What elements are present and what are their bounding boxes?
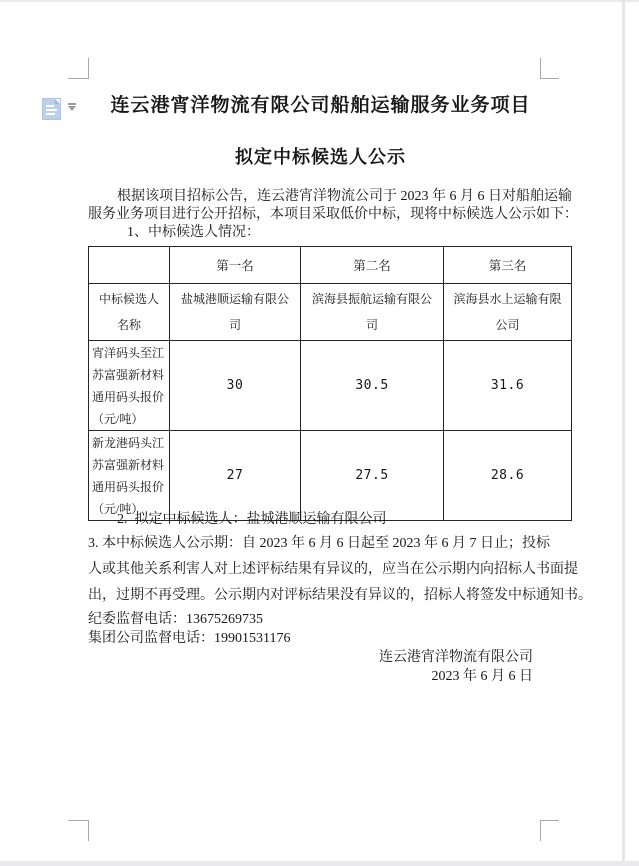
discipline-phone-line: 纪委监督电话：13675269735	[88, 612, 263, 627]
bid-price-cell: 28.6	[444, 431, 572, 521]
bid-price-cell: 30.5	[301, 341, 444, 431]
candidate-name-cell: 滨海县振航运输有限公司	[301, 284, 444, 341]
candidate-name-cell: 盐城港顺运输有限公司	[170, 284, 301, 341]
row-label-cell: 宵洋码头至江苏富强新材料通用码头报价（元/吨）	[89, 341, 170, 431]
table-row-quote-1	[89, 341, 572, 431]
document-subtitle: 拟定中标候选人公示	[235, 147, 406, 167]
paste-options-icon	[42, 98, 61, 120]
candidate-name-cell: 滨海县水上运输有限公司	[444, 284, 572, 341]
notice-line-1: 3. 本中标候选人公示期：自 2023 年 6 月 6 日起至 2023 年 6 月 7 日止；投标	[88, 536, 550, 551]
table-row-candidate-names	[89, 284, 572, 341]
list-item-1: 1、中标候选人情况：	[127, 225, 260, 240]
notice-line-3: 出，过期不再受理。公示期内对评标结果没有异议的，招标人将签发中标通知书。	[88, 588, 592, 603]
document-title: 连云港宵洋物流有限公司船舶运输服务业务项目	[110, 95, 531, 116]
signature-date: 2023 年 6 月 6 日	[431, 669, 533, 684]
intro-line-1: 根据该项目招标公告，连云港宵洋物流公司于 2023 年 6 月 6 日对船舶运输	[117, 189, 572, 204]
notice-line-2: 人或其他关系利害人对上述评标结果有异议的，应当在公示期内向招标人书面提	[88, 562, 578, 577]
bid-price-cell: 31.6	[444, 341, 572, 431]
group-phone-line: 集团公司监督电话：19901531176	[88, 631, 291, 646]
intro-paragraph	[88, 188, 578, 224]
text-boundary-mark-bottom-right	[540, 820, 559, 841]
table-header-cell-first: 第一名	[170, 247, 301, 284]
row-label-cell: 新龙港码头江苏富强新材料通用码头报价（元/吨）	[89, 431, 170, 521]
bid-price-cell: 30	[170, 341, 301, 431]
text-boundary-mark-bottom-left	[68, 820, 89, 841]
bid-price-cell: 27	[170, 431, 301, 521]
text-boundary-mark-top-left	[68, 58, 89, 79]
candidates-table	[88, 246, 572, 521]
signature-company: 连云港宵洋物流有限公司	[379, 650, 533, 665]
paste-options-button[interactable]	[42, 96, 82, 122]
notice-period-paragraph	[88, 531, 592, 609]
window-bottom-edge	[0, 861, 639, 866]
table-header-cell-second: 第二名	[301, 247, 444, 284]
page-right-edge	[622, 0, 625, 861]
dropdown-arrow-icon[interactable]	[67, 103, 77, 113]
table-header-row	[89, 247, 572, 284]
text-boundary-mark-top-right	[540, 58, 559, 79]
row-label-cell: 中标候选人名称	[89, 284, 170, 341]
intro-line-2: 服务业务项目进行公开招标，本项目采取低价中标，现将中标候选人公示如下：	[88, 207, 578, 222]
table-header-cell-empty	[89, 247, 170, 284]
bid-price-cell: 27.5	[301, 431, 444, 521]
window-top-edge	[0, 0, 639, 2]
list-item-2: 2. 拟定中标候选人：盐城港顺运输有限公司	[117, 512, 387, 527]
table-header-cell-third: 第三名	[444, 247, 572, 284]
table-row-quote-2	[89, 431, 572, 521]
